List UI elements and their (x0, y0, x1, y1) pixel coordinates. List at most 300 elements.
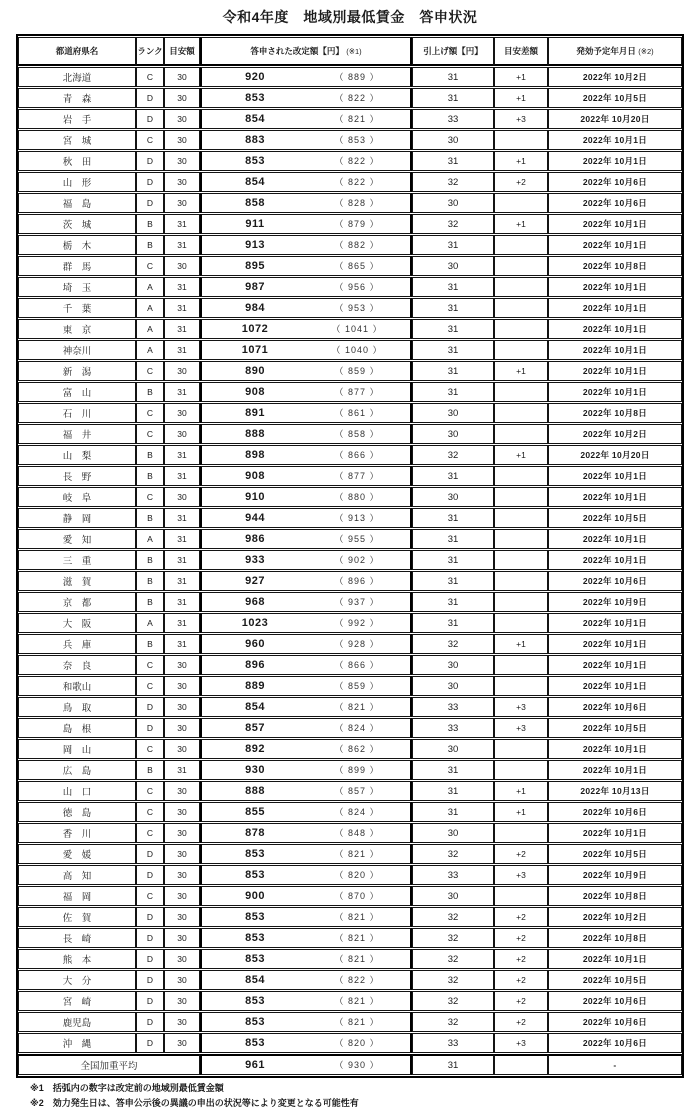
prefecture-name: 埼 玉 (18, 277, 136, 297)
revised-amount: 853 (245, 1036, 265, 1049)
rank-value: D (136, 1033, 164, 1053)
effective-date: 2022年 10月9日 (548, 592, 682, 612)
guideline-diff (494, 739, 548, 759)
table-row (18, 403, 682, 423)
rank-value: C (136, 67, 164, 87)
effective-date: 2022年 10月6日 (548, 697, 682, 717)
revised-amount: 888 (245, 784, 265, 797)
guideline-diff: +2 (494, 172, 548, 192)
effective-date: 2022年 10月1日 (548, 214, 682, 234)
rank-value: C (136, 739, 164, 759)
previous-amount: （ 858 ） (334, 429, 380, 440)
header-diff-label: 目安差額 (503, 46, 538, 56)
previous-amount: （ 865 ） (334, 261, 380, 272)
effective-date: 2022年 10月1日 (548, 235, 682, 255)
raise-amount: 31 (412, 571, 494, 591)
rank-value: B (136, 760, 164, 780)
guideline-diff (494, 424, 548, 444)
table-row (18, 424, 682, 444)
table-row (18, 655, 682, 675)
guideline-diff (494, 592, 548, 612)
previous-amount: （ 1040 ） (331, 345, 383, 356)
rank-value: B (136, 235, 164, 255)
revised-amount-cell (200, 298, 412, 318)
rank-value: C (136, 403, 164, 423)
effective-date: 2022年 10月2日 (548, 67, 682, 87)
previous-amount: （ 857 ） (334, 786, 380, 797)
guideline-amount: 30 (164, 403, 200, 423)
table-row (18, 256, 682, 276)
rank-value: C (136, 361, 164, 381)
previous-amount: （ 937 ） (334, 597, 380, 608)
header-raise-amount (412, 37, 494, 66)
prefecture-name: 福 島 (18, 193, 136, 213)
revised-amount-cell (200, 865, 412, 885)
revised-amount: 913 (245, 238, 265, 251)
rank-value: D (136, 193, 164, 213)
effective-date: 2022年 10月8日 (548, 886, 682, 906)
revised-amount-cell (200, 424, 412, 444)
raise-amount: 31 (412, 340, 494, 360)
effective-date: 2022年 10月1日 (548, 340, 682, 360)
table-row (18, 676, 682, 696)
guideline-amount: 30 (164, 130, 200, 150)
table-row (18, 487, 682, 507)
raise-amount: 33 (412, 718, 494, 738)
average-amount-cell (200, 1054, 412, 1075)
prefecture-name: 石 川 (18, 403, 136, 423)
guideline-diff (494, 319, 548, 339)
prefecture-name: 栃 木 (18, 235, 136, 255)
raise-amount: 31 (412, 781, 494, 801)
guideline-diff (494, 298, 548, 318)
revised-amount-cell (200, 655, 412, 675)
table-row (18, 844, 682, 864)
effective-date: 2022年 10月5日 (548, 718, 682, 738)
raise-amount: 33 (412, 697, 494, 717)
table-row (18, 718, 682, 738)
revised-amount-cell (200, 886, 412, 906)
previous-amount: （ 902 ） (334, 555, 380, 566)
guideline-amount: 31 (164, 613, 200, 633)
guideline-amount: 30 (164, 487, 200, 507)
revised-amount: 854 (245, 973, 265, 986)
table-row (18, 970, 682, 990)
raise-amount: 31 (412, 151, 494, 171)
effective-date: 2022年 10月8日 (548, 928, 682, 948)
header-date-label: 発効予定年月日 (576, 46, 636, 56)
revised-amount: 968 (245, 595, 265, 608)
rank-value: A (136, 529, 164, 549)
table-header (18, 37, 682, 66)
previous-amount: （ 822 ） (334, 975, 380, 986)
revised-amount: 858 (245, 196, 265, 209)
average-date: - (548, 1054, 682, 1075)
effective-date: 2022年 10月6日 (548, 991, 682, 1011)
effective-date: 2022年 10月13日 (548, 781, 682, 801)
raise-amount: 30 (412, 403, 494, 423)
guideline-amount: 30 (164, 1033, 200, 1053)
table-row (18, 340, 682, 360)
revised-amount: 896 (245, 658, 265, 671)
raise-amount: 31 (412, 235, 494, 255)
revised-amount-cell (200, 529, 412, 549)
guideline-diff: +2 (494, 991, 548, 1011)
rank-value: B (136, 508, 164, 528)
revised-amount: 895 (245, 259, 265, 272)
prefecture-name: 鹿児島 (18, 1012, 136, 1032)
revised-amount: 854 (245, 112, 265, 125)
revised-amount-cell (200, 1012, 412, 1032)
rank-value: C (136, 886, 164, 906)
prefecture-name: 東 京 (18, 319, 136, 339)
previous-amount: （ 820 ） (334, 870, 380, 881)
previous-amount: （ 899 ） (334, 765, 380, 776)
guideline-amount: 30 (164, 865, 200, 885)
average-previous-amount: （ 930 ） (334, 1060, 380, 1071)
raise-amount: 30 (412, 676, 494, 696)
prefecture-name: 宮 城 (18, 130, 136, 150)
raise-amount: 31 (412, 67, 494, 87)
prefecture-name: 富 山 (18, 382, 136, 402)
effective-date: 2022年 10月1日 (548, 760, 682, 780)
revised-amount: 853 (245, 847, 265, 860)
revised-amount-cell (200, 1033, 412, 1053)
prefecture-name: 山 口 (18, 781, 136, 801)
rank-value: D (136, 109, 164, 129)
guideline-amount: 30 (164, 781, 200, 801)
revised-amount-cell (200, 403, 412, 423)
guideline-amount: 30 (164, 970, 200, 990)
raise-amount: 32 (412, 634, 494, 654)
prefecture-name: 茨 城 (18, 214, 136, 234)
revised-amount: 908 (245, 469, 265, 482)
revised-amount: 853 (245, 868, 265, 881)
guideline-diff: +1 (494, 634, 548, 654)
guideline-amount: 30 (164, 361, 200, 381)
revised-amount: 1072 (241, 322, 269, 335)
effective-date: 2022年 10月1日 (548, 130, 682, 150)
prefecture-name: 新 潟 (18, 361, 136, 381)
prefecture-name: 福 井 (18, 424, 136, 444)
previous-amount: （ 877 ） (334, 471, 380, 482)
previous-amount: （ 866 ） (334, 660, 380, 671)
header-guideline-label: 目安額 (169, 46, 195, 56)
rank-value: B (136, 592, 164, 612)
raise-amount: 31 (412, 613, 494, 633)
revised-amount-cell (200, 970, 412, 990)
guideline-amount: 31 (164, 592, 200, 612)
header-revised-label: 答申された改定額【円】 (250, 46, 344, 56)
revised-amount: 854 (245, 700, 265, 713)
effective-date: 2022年 10月1日 (548, 823, 682, 843)
prefecture-name: 北海道 (18, 67, 136, 87)
revised-amount: 855 (245, 805, 265, 818)
revised-amount-cell (200, 592, 412, 612)
table-row (18, 298, 682, 318)
guideline-diff: +3 (494, 109, 548, 129)
revised-amount-cell (200, 991, 412, 1011)
previous-amount: （ 866 ） (334, 450, 380, 461)
guideline-diff (494, 193, 548, 213)
revised-amount-cell (200, 466, 412, 486)
revised-amount-cell (200, 361, 412, 381)
revised-amount: 911 (245, 217, 265, 230)
raise-amount: 30 (412, 739, 494, 759)
guideline-amount: 30 (164, 109, 200, 129)
revised-amount: 854 (245, 175, 265, 188)
revised-amount: 986 (245, 532, 265, 545)
guideline-amount: 30 (164, 1012, 200, 1032)
prefecture-name: 滋 賀 (18, 571, 136, 591)
prefecture-name: 福 岡 (18, 886, 136, 906)
guideline-amount: 31 (164, 319, 200, 339)
rank-value: A (136, 340, 164, 360)
guideline-diff (494, 550, 548, 570)
revised-amount: 987 (245, 280, 265, 293)
guideline-diff: +1 (494, 88, 548, 108)
guideline-diff (494, 823, 548, 843)
guideline-diff (494, 613, 548, 633)
revised-amount: 853 (245, 910, 265, 923)
rank-value: D (136, 151, 164, 171)
guideline-amount: 31 (164, 508, 200, 528)
rank-value: D (136, 991, 164, 1011)
national-average-row (18, 1054, 682, 1075)
guideline-amount: 31 (164, 550, 200, 570)
guideline-diff (494, 508, 548, 528)
revised-amount-cell (200, 193, 412, 213)
revised-amount-cell (200, 613, 412, 633)
effective-date: 2022年 10月1日 (548, 487, 682, 507)
previous-amount: （ 956 ） (334, 282, 380, 293)
guideline-diff: +1 (494, 67, 548, 87)
effective-date: 2022年 10月6日 (548, 1033, 682, 1053)
previous-amount: （ 821 ） (334, 996, 380, 1007)
minimum-wage-table (16, 34, 684, 1078)
raise-amount: 32 (412, 172, 494, 192)
table-row (18, 886, 682, 906)
guideline-diff: +2 (494, 1012, 548, 1032)
prefecture-name: 愛 知 (18, 529, 136, 549)
guideline-amount: 30 (164, 739, 200, 759)
prefecture-name: 宮 崎 (18, 991, 136, 1011)
raise-amount: 31 (412, 361, 494, 381)
previous-amount: （ 821 ） (334, 912, 380, 923)
revised-amount-cell (200, 823, 412, 843)
revised-amount: 889 (245, 679, 265, 692)
rank-value: D (136, 172, 164, 192)
prefecture-name: 長 野 (18, 466, 136, 486)
prefecture-name: 岩 手 (18, 109, 136, 129)
prefecture-name: 青 森 (18, 88, 136, 108)
revised-amount-cell (200, 718, 412, 738)
guideline-amount: 30 (164, 151, 200, 171)
effective-date: 2022年 10月5日 (548, 508, 682, 528)
prefecture-name: 山 梨 (18, 445, 136, 465)
table-row (18, 151, 682, 171)
table-row (18, 67, 682, 87)
previous-amount: （ 822 ） (334, 93, 380, 104)
guideline-amount: 30 (164, 907, 200, 927)
previous-amount: （ 913 ） (334, 513, 380, 524)
rank-value: A (136, 298, 164, 318)
average-raise: 31 (412, 1054, 494, 1075)
revised-amount-cell (200, 277, 412, 297)
guideline-diff: +3 (494, 1033, 548, 1053)
prefecture-name: 岐 阜 (18, 487, 136, 507)
guideline-diff (494, 487, 548, 507)
table-row (18, 214, 682, 234)
raise-amount: 30 (412, 424, 494, 444)
raise-amount: 31 (412, 466, 494, 486)
rank-value: A (136, 319, 164, 339)
effective-date: 2022年 10月1日 (548, 382, 682, 402)
table-row (18, 361, 682, 381)
revised-amount-cell (200, 928, 412, 948)
revised-amount-cell (200, 508, 412, 528)
prefecture-name: 神奈川 (18, 340, 136, 360)
guideline-amount: 30 (164, 697, 200, 717)
previous-amount: （ 880 ） (334, 492, 380, 503)
guideline-diff (494, 760, 548, 780)
previous-amount: （ 848 ） (334, 828, 380, 839)
header-revised-amount (200, 37, 412, 66)
table-row (18, 88, 682, 108)
prefecture-name: 群 馬 (18, 256, 136, 276)
prefecture-name: 山 形 (18, 172, 136, 192)
guideline-amount: 31 (164, 571, 200, 591)
effective-date: 2022年 10月6日 (548, 571, 682, 591)
effective-date: 2022年 10月1日 (548, 361, 682, 381)
header-rank (136, 37, 164, 66)
previous-amount: （ 859 ） (334, 681, 380, 692)
revised-amount: 853 (245, 1015, 265, 1028)
revised-amount-cell (200, 571, 412, 591)
revised-amount: 1023 (241, 616, 269, 629)
guideline-amount: 30 (164, 718, 200, 738)
revised-amount: 910 (245, 490, 265, 503)
table-row (18, 697, 682, 717)
effective-date: 2022年 10月8日 (548, 403, 682, 423)
raise-amount: 32 (412, 844, 494, 864)
header-row (18, 37, 682, 66)
raise-amount: 31 (412, 550, 494, 570)
rank-value: D (136, 88, 164, 108)
guideline-diff: +1 (494, 361, 548, 381)
table-row (18, 466, 682, 486)
table-row (18, 760, 682, 780)
footnote-2: ※2 効力発生日は、答申公示後の異議の申出の状況等により変更となる可能性有 (30, 1097, 359, 1108)
guideline-amount: 31 (164, 235, 200, 255)
guideline-diff (494, 256, 548, 276)
raise-amount: 31 (412, 592, 494, 612)
header-date-note: (※2) (638, 47, 654, 56)
guideline-amount: 30 (164, 823, 200, 843)
header-raise-label: 引上げ額【円】 (423, 46, 483, 56)
previous-amount: （ 953 ） (334, 303, 380, 314)
guideline-diff (494, 130, 548, 150)
revised-amount: 853 (245, 931, 265, 944)
revised-amount: 898 (245, 448, 265, 461)
table-row (18, 592, 682, 612)
rank-value: C (136, 676, 164, 696)
prefecture-name: 大 阪 (18, 613, 136, 633)
table-row (18, 613, 682, 633)
revised-amount: 900 (245, 889, 265, 902)
effective-date: 2022年 10月6日 (548, 172, 682, 192)
guideline-diff (494, 277, 548, 297)
rank-value: A (136, 613, 164, 633)
revised-amount: 933 (245, 553, 265, 566)
revised-amount-cell (200, 235, 412, 255)
table-row (18, 193, 682, 213)
raise-amount: 31 (412, 760, 494, 780)
previous-amount: （ 820 ） (334, 1038, 380, 1049)
table-row (18, 172, 682, 192)
header-rank-label: ランク (137, 46, 163, 56)
table-body (18, 67, 682, 1053)
header-effective-date (548, 37, 682, 66)
prefecture-name: 京 都 (18, 592, 136, 612)
table-row (18, 802, 682, 822)
raise-amount: 33 (412, 865, 494, 885)
raise-amount: 33 (412, 109, 494, 129)
revised-amount: 1071 (241, 343, 269, 356)
effective-date: 2022年 10月6日 (548, 802, 682, 822)
raise-amount: 32 (412, 907, 494, 927)
previous-amount: （ 889 ） (334, 72, 380, 83)
table-row (18, 445, 682, 465)
guideline-diff (494, 340, 548, 360)
rank-value: D (136, 865, 164, 885)
guideline-diff: +1 (494, 151, 548, 171)
previous-amount: （ 824 ） (334, 807, 380, 818)
effective-date: 2022年 10月6日 (548, 1012, 682, 1032)
raise-amount: 32 (412, 991, 494, 1011)
guideline-diff (494, 529, 548, 549)
rank-value: B (136, 466, 164, 486)
raise-amount: 30 (412, 130, 494, 150)
page-title: 令和4年度 地域別最低賃金 答申状況 (222, 9, 478, 25)
revised-amount: 853 (245, 994, 265, 1007)
revised-amount-cell (200, 487, 412, 507)
revised-amount-cell (200, 949, 412, 969)
previous-amount: （ 828 ） (334, 198, 380, 209)
revised-amount-cell (200, 319, 412, 339)
raise-amount: 31 (412, 508, 494, 528)
raise-amount: 32 (412, 1012, 494, 1032)
effective-date: 2022年 10月8日 (548, 256, 682, 276)
raise-amount: 31 (412, 88, 494, 108)
prefecture-name: 静 岡 (18, 508, 136, 528)
prefecture-name: 鳥 取 (18, 697, 136, 717)
effective-date: 2022年 10月9日 (548, 865, 682, 885)
revised-amount: 891 (245, 406, 265, 419)
rank-value: C (136, 424, 164, 444)
previous-amount: （ 955 ） (334, 534, 380, 545)
prefecture-name: 千 葉 (18, 298, 136, 318)
revised-amount-cell (200, 88, 412, 108)
table-row (18, 949, 682, 969)
guideline-diff (494, 403, 548, 423)
raise-amount: 32 (412, 928, 494, 948)
rank-value: C (136, 487, 164, 507)
guideline-amount: 30 (164, 256, 200, 276)
revised-amount-cell (200, 130, 412, 150)
revised-amount-cell (200, 109, 412, 129)
previous-amount: （ 992 ） (334, 618, 380, 629)
